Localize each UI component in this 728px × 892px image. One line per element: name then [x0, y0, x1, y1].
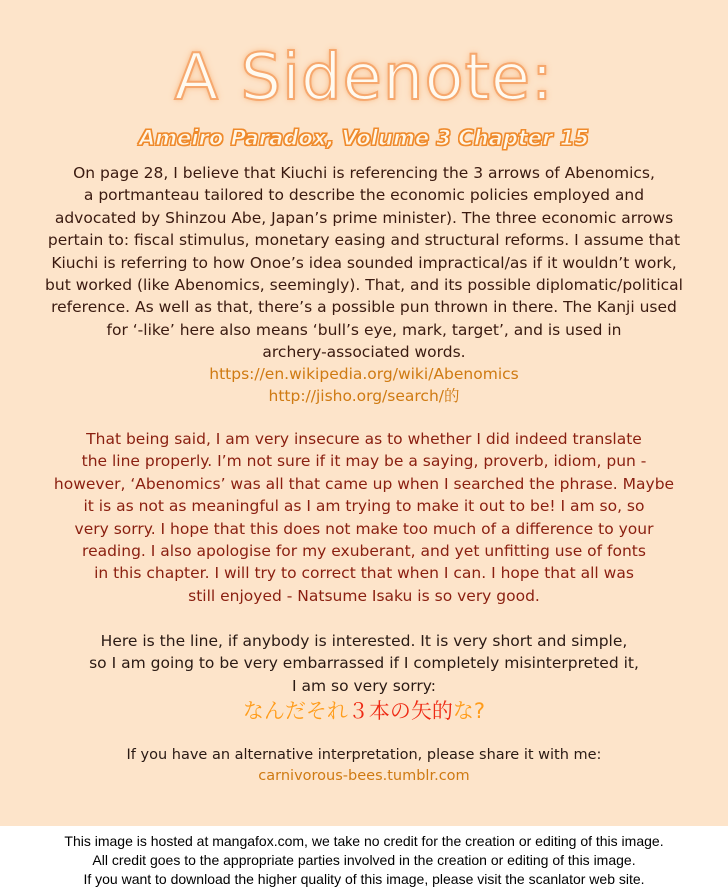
text-line: reading. I also apologise for my exuberant, and yet unfitting use of fonts — [82, 542, 646, 561]
text-line: I am so very sorry: — [292, 676, 436, 695]
text-line: it is as not as meaningful as I am trying to make it out to be! I am so, so — [83, 497, 645, 516]
paragraph-abenomics — [30, 162, 698, 364]
text-line: a portmanteau tailored to describe the economic policies employed and — [83, 186, 645, 205]
tumblr-link[interactable]: carnivorous-bees.tumblr.com — [258, 768, 470, 784]
text-line: Here is the line, if anybody is interested. It is very short and simple, — [100, 632, 628, 650]
footer-line: This image is hosted at mangafox.com, we take no credit for the creation or editing of this image. — [64, 833, 664, 849]
text-line: for ‘-like’ here also means ‘bull’s eye, mark, target’, and is used in — [106, 320, 622, 339]
footer-line: All credit goes to the appropriate parties involved in the creation or editing of this image. — [92, 852, 636, 868]
text-line: however, ‘Abenomics’ was all that came up when I searched the phrase. Maybe — [53, 474, 675, 493]
paragraph-apology — [30, 428, 698, 607]
text-line: but worked (like Abenomics, seemingly). That, and its possible diplomatic/political — [45, 276, 683, 295]
text-line: pertain to: fiscal stimulus, monetary easing and structural reforms. I assume that — [47, 231, 681, 250]
hosting-footer — [0, 826, 728, 892]
text-line: advocated by Shinzou Abe, Japan’s prime minister). The three economic arrows — [54, 208, 674, 227]
footer-line: If you want to download the higher quality of this image, please visit the scanlator web site. — [83, 871, 645, 887]
japanese-quote-part2: ３本の矢的 — [347, 699, 453, 723]
text-line: the line properly. I’m not sure if it may be a saying, proverb, idiom, pun - — [81, 452, 647, 471]
text-line: so I am going to be very embarrassed if I completely misinterpreted it, — [89, 654, 639, 673]
text-line: Kiuchi is referring to how Onoe’s idea sounded impractical/as if it wouldn’t work, — [51, 253, 677, 272]
paragraph-line-intro — [30, 630, 698, 697]
reference-links — [30, 363, 698, 408]
text-line: reference. As well as that, there’s a possible pun thrown in there. The Kanji used — [51, 298, 677, 317]
contact-text: If you have an alternative interpretation, please share it with me: — [126, 747, 602, 763]
text-line: very sorry. I hope that this does not make too much of a difference to your — [74, 519, 654, 538]
japanese-quote-part1: なんだそれ — [242, 699, 348, 723]
text-line: That being said, I am very insecure as to whether I did indeed translate — [86, 430, 642, 448]
jisho-link[interactable]: http://jisho.org/search/的 — [268, 387, 460, 406]
page-title: A Sidenote: — [174, 41, 554, 115]
chapter-subtitle: Ameiro Paradox, Volume 3 Chapter 15 — [138, 126, 590, 150]
japanese-quote — [0, 696, 728, 726]
contact-block — [0, 745, 728, 787]
text-line: in this chapter. I will try to correct that when I can. I hope that all was — [94, 564, 634, 583]
text-line: still enjoyed - Natsume Isaku is so very good. — [188, 586, 540, 605]
text-line: archery-associated words. — [262, 343, 466, 362]
japanese-quote-part3: な? — [452, 699, 486, 723]
wikipedia-link[interactable]: https://en.wikipedia.org/wiki/Abenomics — [209, 365, 519, 383]
text-line: On page 28, I believe that Kiuchi is referencing the 3 arrows of Abenomics, — [73, 164, 655, 182]
